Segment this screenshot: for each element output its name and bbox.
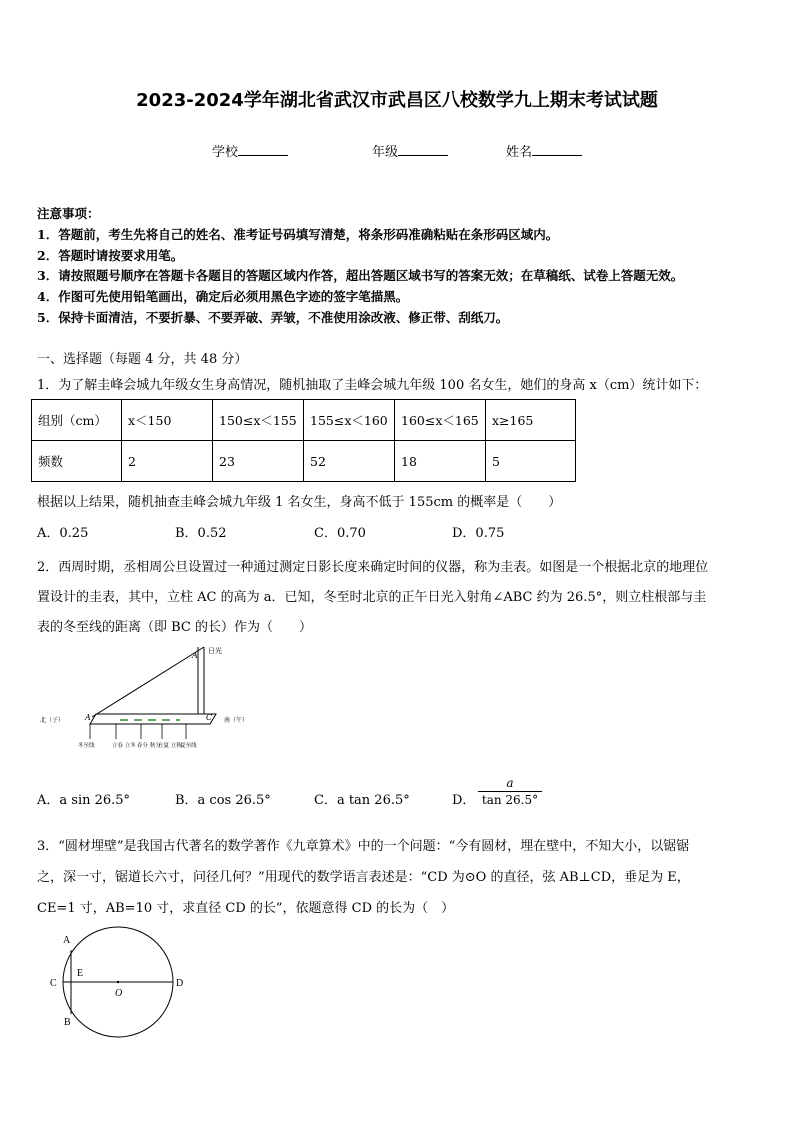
note-item: 5．保持卡面清洁，不要折暴、不要弄破、弄皱，不准使用涂改液、修正带、刮纸刀。: [37, 310, 509, 325]
school-field: [212, 141, 288, 160]
note-item: 1．答题前，考生先将自己的姓名、准考证号码填写清楚，将条形码准确粘贴在条形码区域内。: [37, 227, 559, 242]
school-label: 学校: [212, 145, 239, 160]
point-o-label: O: [115, 988, 123, 999]
table-cell: 23: [213, 441, 304, 482]
school-blank: [238, 144, 288, 156]
gnomon-figure: [40, 644, 249, 766]
point-a-label: A: [192, 651, 198, 660]
tick-label: 立春 立冬: [112, 743, 136, 749]
gnomon-base: [90, 714, 216, 724]
notes-heading: 注意事项：: [37, 206, 100, 221]
table-cell: 18: [395, 441, 486, 482]
page-title: 2023-2024学年湖北省武汉市武昌区八校数学九上期末考试试题: [136, 90, 658, 111]
note-item: 2．答题时请按要求用笔。: [37, 248, 184, 263]
name-blank: [532, 144, 582, 156]
frequency-table: [31, 399, 576, 482]
q2-option-b: B．a cos 26.5°: [175, 793, 271, 808]
q3-line: 3．“圆材埋壁”是我国古代著名的数学著作《九章算术》中的一个问题：“今有圆材，埋在壁中，不知大小，以锯锯: [37, 839, 690, 854]
point-b-label: A: [85, 713, 91, 722]
q1-question: 根据以上结果，随机抽查圭峰会城九年级 1 名女生，身高不低于 155cm 的概率是（ ）: [37, 495, 562, 510]
q3-line: 之，深一寸，锯道长六寸，问径几何？”用现代的数学语言表述是：“CD 为⊙O 的直径，弦 AB⊥CD，垂足为 E，: [37, 870, 690, 885]
table-cell: 2: [122, 441, 213, 482]
circle-figure: [44, 924, 194, 1036]
q3-line: CE=1 寸，AB=10 寸，求直径 CD 的长”，依题意得 CD 的长为（ ）: [37, 901, 455, 916]
table-cell: 150≤x＜155: [213, 400, 304, 441]
name-label: 姓名: [506, 145, 533, 160]
grade-label: 年级: [372, 145, 399, 160]
q2-line: 表的冬至线的距离（即 BC 的长）作为（ ）: [37, 620, 313, 635]
name-field: [506, 141, 582, 160]
q1-stem: 1．为了解圭峰会城九年级女生身高情况，随机抽取了圭峰会城九年级 100 名女生，她们的身高 x（cm）统计如下：: [37, 378, 708, 393]
note-item: 4．作图可先使用铅笔画出，确定后必须用黑色字迹的签字笔描黑。: [37, 289, 409, 304]
fraction: [478, 776, 542, 807]
point-a-label: A: [63, 935, 71, 946]
q2-option-c: C．a tan 26.5°: [314, 793, 410, 808]
fraction-numerator: a: [478, 776, 542, 792]
table-row: [32, 441, 576, 482]
label-north: 北（子）: [40, 717, 65, 724]
table-cell: 52: [304, 441, 395, 482]
q1-option-c: C．0.70: [314, 526, 366, 541]
point-b-label: B: [64, 1017, 71, 1028]
tick-label: 立夏 立秋: [158, 743, 182, 749]
table-row: [32, 400, 576, 441]
q2-option-a: A．a sin 26.5°: [37, 793, 131, 808]
table-cell: x≥165: [486, 400, 576, 441]
point-c-label: C: [50, 978, 57, 989]
note-item: 3．请按照题号顺序在答题卡各题目的答题区域内作答，超出答题区域书写的答案无效；在草稿纸、试卷上答题无效。: [37, 268, 684, 283]
tick-label: 冬至线: [78, 743, 95, 749]
grade-field: [372, 141, 448, 160]
q2-line: 2．西周时期，丞相周公旦设置过一种通过测定日影长度来确定时间的仪器，称为圭表。如图是一个根据北京的地理位: [37, 560, 709, 575]
table-cell: 频数: [32, 441, 122, 482]
q1-option-b: B．0.52: [175, 526, 227, 541]
tick-label: 夏至线: [180, 743, 197, 749]
q2-option-d: D．: [452, 793, 476, 808]
sunlight-line: [92, 647, 204, 717]
label-south: 南（午）: [224, 717, 249, 724]
q1-option-a: A．0.25: [37, 526, 89, 541]
point-c-label: C: [206, 713, 213, 722]
q1-option-d: D．0.75: [452, 526, 505, 541]
fraction-denominator: tan 26.5°: [481, 793, 539, 807]
grade-blank: [398, 144, 448, 156]
section-heading: 一、选择题（每题 4 分，共 48 分）: [37, 352, 248, 367]
table-cell: x＜150: [122, 400, 213, 441]
tick-label: 春分 秋分: [137, 743, 161, 749]
point-e-label: E: [77, 968, 84, 979]
table-cell: 组别（cm）: [32, 400, 122, 441]
q2-line: 置设计的圭表，其中，立柱 AC 的高为 a．已知，冬至时北京的正午日光入射角∠ABC 约为 26.5°，则立柱根部与圭: [37, 590, 707, 605]
label-sunlight: 日光: [208, 647, 222, 655]
center-point: [117, 981, 119, 983]
table-cell: 5: [486, 441, 576, 482]
point-d-label: D: [176, 978, 184, 989]
table-cell: 160≤x＜165: [395, 400, 486, 441]
table-cell: 155≤x＜160: [304, 400, 395, 441]
